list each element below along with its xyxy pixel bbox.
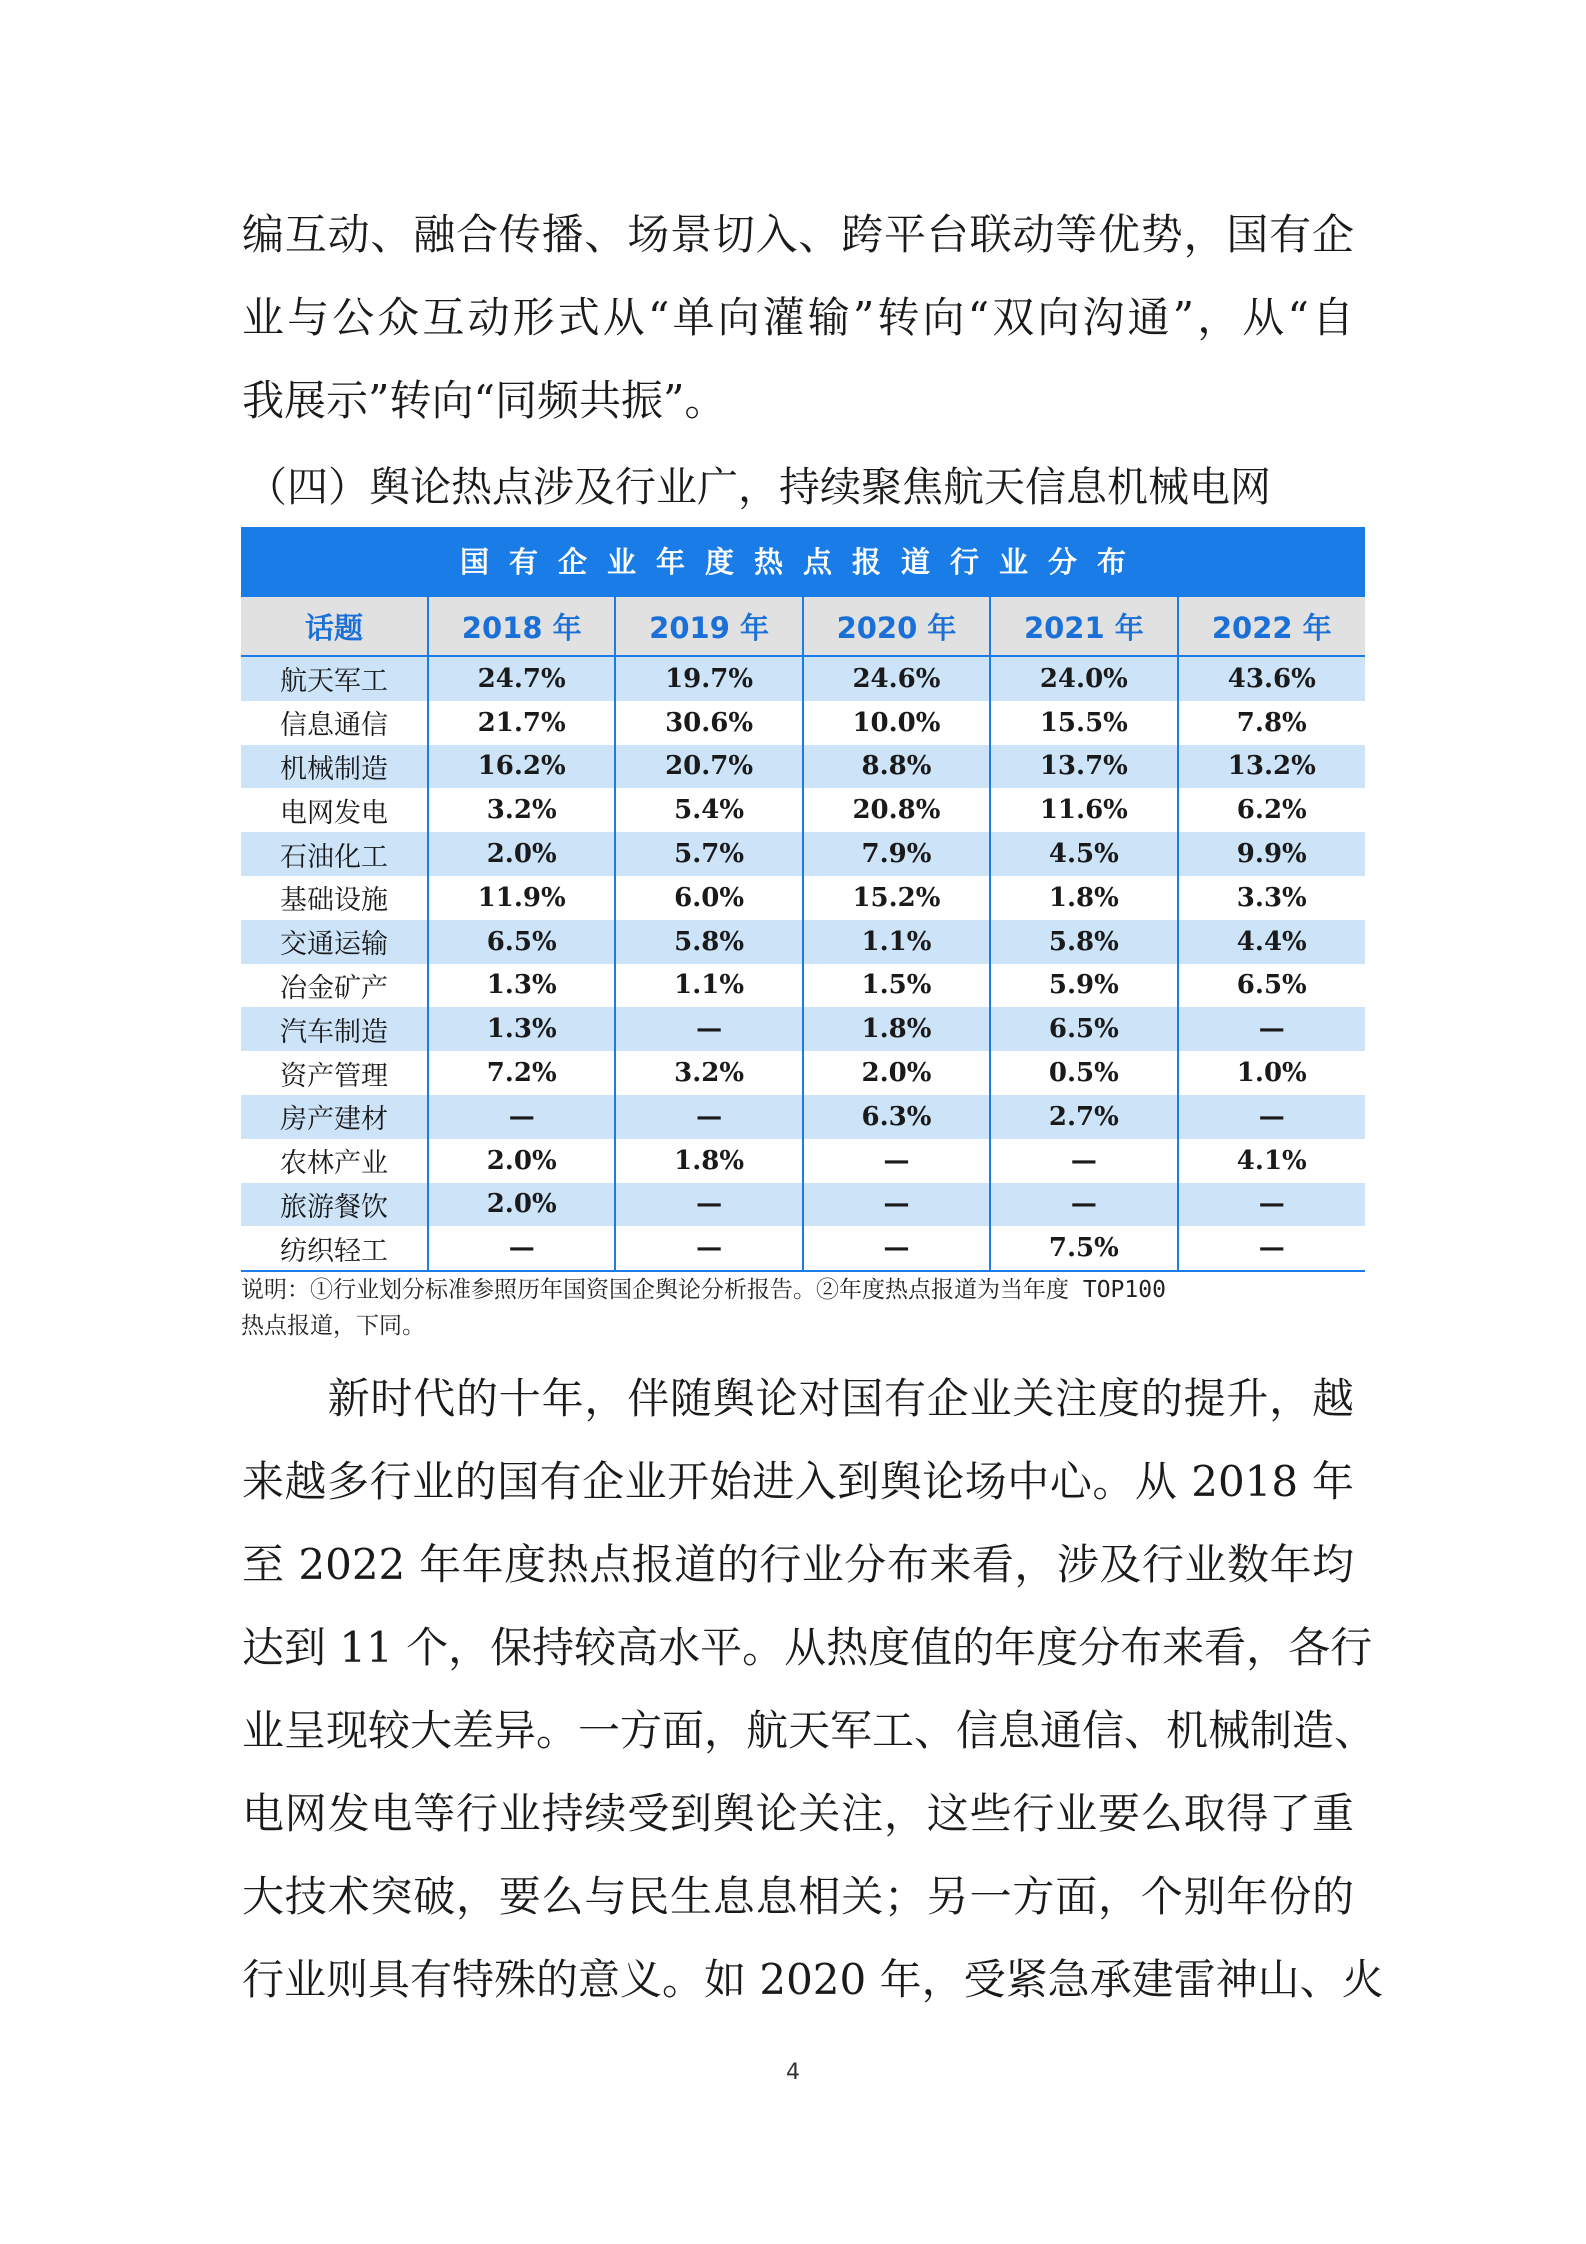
row-topic-cell: 汽车制造 [241, 1007, 428, 1051]
row-value-cell: — [990, 1139, 1177, 1183]
row-value-cell: 6.0% [615, 876, 802, 920]
table-row [241, 701, 1365, 745]
row-topic-cell: 资产管理 [241, 1051, 428, 1095]
table-row [241, 832, 1365, 876]
row-value-cell: 6.5% [990, 1007, 1177, 1051]
row-value-cell: 7.8% [1178, 701, 1365, 745]
row-topic-cell: 航天军工 [241, 656, 428, 701]
row-topic-cell: 冶金矿产 [241, 964, 428, 1008]
row-value-cell: 9.9% [1178, 832, 1365, 876]
row-value-cell: 1.8% [803, 1007, 990, 1051]
table-row [241, 656, 1365, 701]
row-value-cell: 24.6% [803, 656, 990, 701]
row-value-cell: 4.1% [1178, 1139, 1365, 1183]
header-2022: 2022 年 [1178, 597, 1365, 656]
row-value-cell: 21.7% [428, 701, 615, 745]
table-row [241, 876, 1365, 920]
row-value-cell: 1.1% [803, 920, 990, 964]
row-value-cell: 7.2% [428, 1051, 615, 1095]
row-value-cell: 2.0% [428, 832, 615, 876]
row-value-cell: 10.0% [803, 701, 990, 745]
row-value-cell: — [428, 1095, 615, 1139]
table-row [241, 788, 1365, 832]
header-2020: 2020 年 [803, 597, 990, 656]
row-value-cell: 30.6% [615, 701, 802, 745]
row-value-cell: 3.2% [615, 1051, 802, 1095]
row-value-cell: 24.0% [990, 656, 1177, 701]
row-value-cell: 1.3% [428, 1007, 615, 1051]
row-value-cell: — [1178, 1095, 1365, 1139]
body-line-6: 电网发电等行业持续受到舆论关注，这些行业要么取得了重 [242, 1789, 1354, 1838]
header-2021: 2021 年 [990, 597, 1177, 656]
table-title: 国有企业年度热点报道行业分布 [241, 527, 1365, 597]
row-value-cell: 6.5% [1178, 964, 1365, 1008]
table-row [241, 1007, 1365, 1051]
note-line-2: 热点报道，下同。 [241, 1313, 425, 1339]
row-value-cell: 6.5% [428, 920, 615, 964]
row-value-cell: 20.7% [615, 745, 802, 789]
row-value-cell: — [615, 1226, 802, 1271]
row-topic-cell: 电网发电 [241, 788, 428, 832]
body-line-2: 来越多行业的国有企业开始进入到舆论场中心。从 2018 年 [242, 1457, 1354, 1506]
row-topic-cell: 房产建材 [241, 1095, 428, 1139]
row-value-cell: 5.8% [990, 920, 1177, 964]
row-value-cell: 16.2% [428, 745, 615, 789]
row-value-cell: — [615, 1007, 802, 1051]
row-value-cell: — [803, 1183, 990, 1227]
row-topic-cell: 纺织轻工 [241, 1226, 428, 1271]
row-value-cell: 1.0% [1178, 1051, 1365, 1095]
table-note [241, 1272, 1365, 1344]
row-topic-cell: 旅游餐饮 [241, 1183, 428, 1227]
row-value-cell: 1.1% [615, 964, 802, 1008]
body-paragraph [242, 1357, 1384, 2021]
data-table [241, 597, 1365, 1272]
row-value-cell: 2.7% [990, 1095, 1177, 1139]
row-value-cell: 43.6% [1178, 656, 1365, 701]
row-value-cell: — [428, 1226, 615, 1271]
row-value-cell: — [803, 1226, 990, 1271]
table-row [241, 1051, 1365, 1095]
row-value-cell: 24.7% [428, 656, 615, 701]
header-2019: 2019 年 [615, 597, 802, 656]
row-value-cell: 11.6% [990, 788, 1177, 832]
body-line-3: 至 2022 年年度热点报道的行业分布来看，涉及行业数年均 [242, 1540, 1354, 1589]
row-value-cell: — [615, 1095, 802, 1139]
table-row [241, 745, 1365, 789]
row-value-cell: — [803, 1139, 990, 1183]
row-value-cell: 5.8% [615, 920, 802, 964]
table-row [241, 920, 1365, 964]
industry-distribution-table [241, 527, 1365, 1272]
header-2018: 2018 年 [428, 597, 615, 656]
row-value-cell: 3.3% [1178, 876, 1365, 920]
row-value-cell: 1.3% [428, 964, 615, 1008]
row-value-cell: — [615, 1183, 802, 1227]
intro-line-3: 我展示”转向“同频共振”。 [242, 376, 727, 425]
intro-paragraph [242, 193, 1354, 442]
header-topic: 话题 [241, 597, 428, 656]
row-value-cell: 15.5% [990, 701, 1177, 745]
row-value-cell: 8.8% [803, 745, 990, 789]
row-topic-cell: 农林产业 [241, 1139, 428, 1183]
row-value-cell: 13.7% [990, 745, 1177, 789]
row-value-cell: 0.5% [990, 1051, 1177, 1095]
page-number: 4 [786, 2060, 800, 2085]
row-value-cell: 20.8% [803, 788, 990, 832]
row-value-cell: — [1178, 1007, 1365, 1051]
row-topic-cell: 机械制造 [241, 745, 428, 789]
row-value-cell: 4.4% [1178, 920, 1365, 964]
row-topic-cell: 基础设施 [241, 876, 428, 920]
row-value-cell: — [990, 1183, 1177, 1227]
row-value-cell: 1.8% [990, 876, 1177, 920]
body-line-8: 行业则具有特殊的意义。如 2020 年，受紧急承建雷神山、火 [242, 1955, 1384, 2004]
row-value-cell: 2.0% [428, 1183, 615, 1227]
row-topic-cell: 信息通信 [241, 701, 428, 745]
table-header-row [241, 597, 1365, 656]
row-value-cell: 19.7% [615, 656, 802, 701]
table-row [241, 1183, 1365, 1227]
row-value-cell: 2.0% [428, 1139, 615, 1183]
row-value-cell: 6.3% [803, 1095, 990, 1139]
row-value-cell: 1.5% [803, 964, 990, 1008]
row-value-cell: 7.9% [803, 832, 990, 876]
body-line-1: 新时代的十年，伴随舆论对国有企业关注度的提升，越 [242, 1374, 1354, 1423]
row-topic-cell: 交通运输 [241, 920, 428, 964]
body-line-4: 达到 11 个，保持较高水平。从热度值的年度分布来看，各行 [242, 1623, 1373, 1672]
intro-line-1: 编互动、融合传播、场景切入、跨平台联动等优势，国有企 [242, 210, 1354, 259]
row-value-cell: 7.5% [990, 1226, 1177, 1271]
row-value-cell: 11.9% [428, 876, 615, 920]
body-line-5: 业呈现较大差异。一方面，航天军工、信息通信、机械制造、 [242, 1706, 1377, 1755]
row-topic-cell: 石油化工 [241, 832, 428, 876]
row-value-cell: — [1178, 1183, 1365, 1227]
row-value-cell: 13.2% [1178, 745, 1365, 789]
row-value-cell: 6.2% [1178, 788, 1365, 832]
section-heading: （四）舆论热点涉及行业广，持续聚焦航天信息机械电网 [246, 463, 1271, 511]
row-value-cell: 4.5% [990, 832, 1177, 876]
row-value-cell: 1.8% [615, 1139, 802, 1183]
row-value-cell: 15.2% [803, 876, 990, 920]
row-value-cell: 3.2% [428, 788, 615, 832]
table-row [241, 1139, 1365, 1183]
intro-line-2: 业与公众互动形式从“单向灌输”转向“双向沟通”，从“自 [242, 293, 1354, 342]
row-value-cell: 5.4% [615, 788, 802, 832]
row-value-cell: 5.9% [990, 964, 1177, 1008]
body-line-7: 大技术突破，要么与民生息息相关；另一方面，个别年份的 [242, 1872, 1354, 1921]
row-value-cell: — [1178, 1226, 1365, 1271]
note-line-1: 说明：①行业划分标准参照历年国资国企舆论分析报告。②年度热点报道为当年度 TOP100 [241, 1277, 1166, 1303]
row-value-cell: 2.0% [803, 1051, 990, 1095]
table-row [241, 1226, 1365, 1271]
table-row [241, 1095, 1365, 1139]
row-value-cell: 5.7% [615, 832, 802, 876]
table-row [241, 964, 1365, 1008]
